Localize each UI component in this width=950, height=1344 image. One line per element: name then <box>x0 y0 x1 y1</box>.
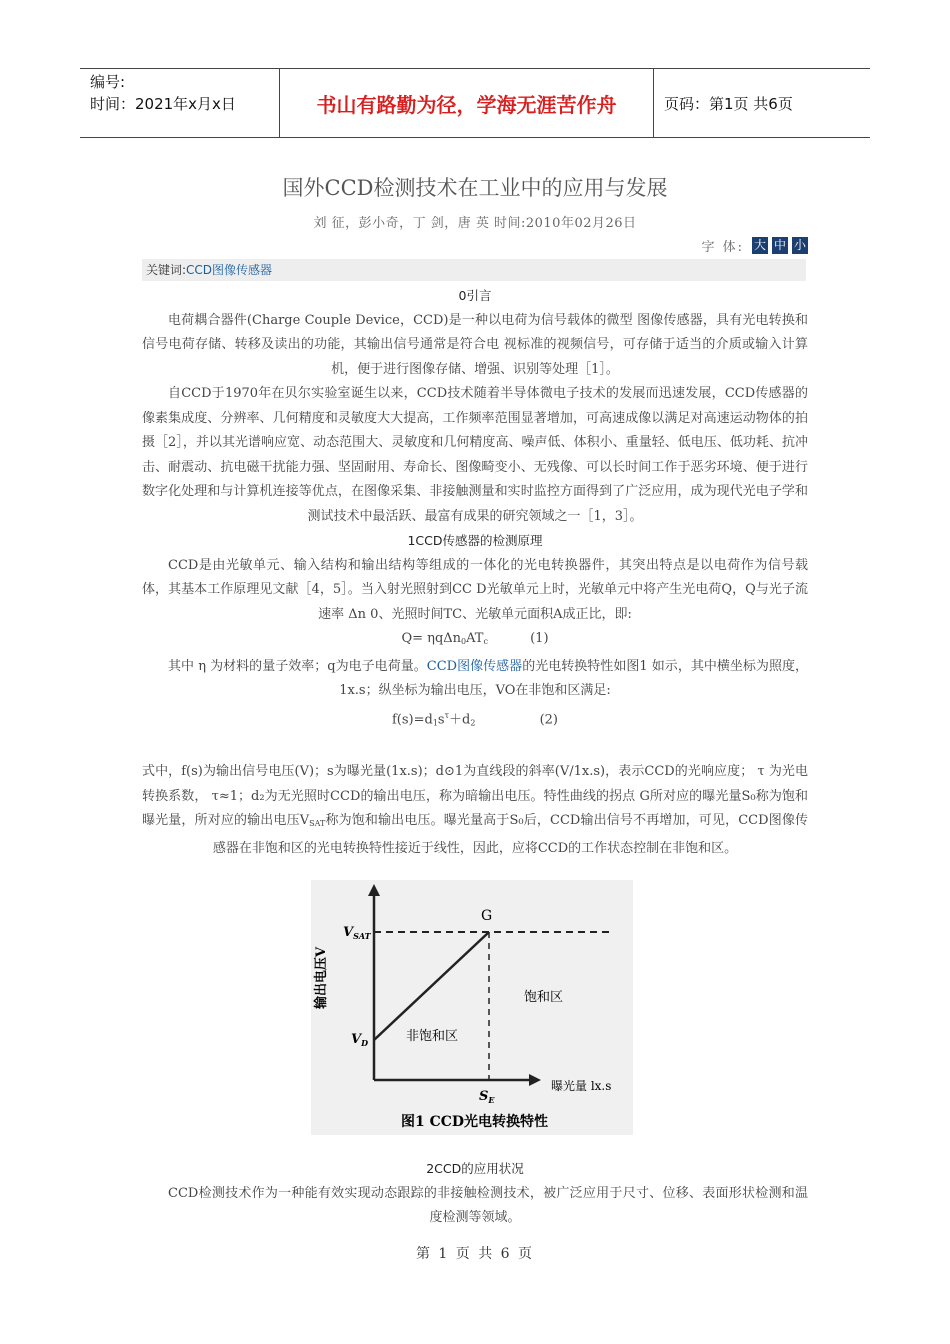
section-2 <box>142 1157 808 1231</box>
keywords-bar <box>142 259 806 281</box>
saturated-region-label: 饱和区 <box>524 990 564 1005</box>
x-axis-arrow <box>529 1074 541 1086</box>
point-g-label: G <box>481 908 493 924</box>
section-0-title: 0引言 <box>458 288 492 303</box>
vsat-label: $V_{SAT}$ <box>343 925 371 941</box>
motto: 书山有路勤为径，学海无涯苦作舟 <box>280 69 654 137</box>
time-label: 时间：2021年x月x日 <box>90 95 236 113</box>
y-axis-label: 输出电压V <box>314 946 329 1010</box>
section-1-para-1: CCD是由光敏单元、输入结构和输出结构等组成的一体化的光电转换器件，其突出特点是以电荷作为信号载体，其基本工作原理见文献［4，5］。当入射光照射到CC D光敏单元上时，光敏单元中将产生光电荷Q，Q与光子流速率 Δn 0、光照时间TC、光敏单元面积A成正比，即: <box>142 557 808 622</box>
equation-2: $f(s)=d_1s^\tau+d_2$ (2) <box>391 710 559 727</box>
figure-1 <box>311 880 633 1135</box>
keywords-label: 关键词: <box>146 263 187 277</box>
y-axis-arrow <box>368 884 380 896</box>
section-0-para-2: 自CCD于1970年在贝尔实验室诞生以来，CCD技术随着半导体微电子技术的发展而迅速发展，CCD传感器的像素集成度、分辨率、几何精度和灵敏度大大提高，工作频率范围显著增加，可高速成像以满足对高速运动物体的拍摄［2］，并以其光谱响应宽、动态范围大、灵敏度和几何精度高、噪声低、体积小、重量轻、低电压、低功耗、抗冲击、耐震动、抗电磁干扰能力强、坚固耐用、寿命长、图像畸变小、无残像、可以长时间工作于恶劣环境、便于进行数字化处理和与计算机连接等优点，在图像采集、非接触测量和实时监控方面得到了广泛应用，成为现代光电子学和测试技术中最活跃、最富有成果的研究领域之一［1，3］。 <box>142 386 808 524</box>
font-size-large-button[interactable]: 大 <box>753 238 766 252</box>
section-2-para-1: CCD检测技术作为一种能有效实现动态跟踪的非接触检测技术，被广泛应用于尺寸、位移、表面形状检测和温度检测等领域。 <box>168 1185 808 1225</box>
number-label: 编号: <box>90 73 126 91</box>
ccd-sensor-link[interactable]: CCD图像传感器 <box>426 658 523 674</box>
keywords-link[interactable]: CCD图像传感器 <box>186 263 273 277</box>
characteristic-curve-chart <box>311 880 633 1135</box>
section-1-para-3-wrap <box>142 760 808 861</box>
section-1-para-3: 式中，f(s)为输出信号电压(V)；s为曝光量(1x.s)；d⊙1为直线段的斜率(V/1x.s)，表示CCD的光响应度； τ 为光电转换系数， τ≈1；d₂为无光照时CCD的输出电压，称为暗输出电压。特性曲线的拐点 G所对应的曝光量S₀称为饱和曝光量，所对应的输出电压$V_{SAT}$称为饱和输出电压。曝光量高于S₀后，CCD输出信号不再增加，可见，CCD图像传感器在非饱和区的光电转换特性接近于线性，因此，应将CCD的工作状态控制在非饱和区。 <box>142 764 808 856</box>
equation-1: $Q= \eta q\Delta n_0AT_c$ (1) <box>401 631 549 646</box>
section-0 <box>142 284 808 735</box>
section-1-para-2: 其中 η 为材料的量子效率；q为电子电荷量。CCD图像传感器的光电转换特性如图1 如示，其中横坐标为照度，1x.s；纵坐标为输出电压，VO在非饱和区满足: <box>168 658 808 698</box>
font-size-medium-button[interactable]: 中 <box>773 238 786 252</box>
font-size-small-button[interactable]: 小 <box>793 238 806 252</box>
page-footer: 第 1 页 共 6 页 <box>415 1246 535 1262</box>
section-1-title: 1CCD传感器的检测原理 <box>407 533 543 548</box>
section-0-para-1: 电荷耦合器件(Charge Couple Device，CCD)是一种以电荷为信号载体的微型 图像传感器，具有光电转换和信号电荷存储、转移及读出的功能，其输出信号通常是符合电 视标准的视频信号，可存储于适当的介质或输入计算机，便于进行图像存储、增强、识别等处理［1］。 <box>142 312 808 377</box>
vd-label: $V_D$ <box>351 1032 369 1048</box>
x-axis-label: 曝光量 lx.s <box>551 1079 612 1093</box>
page-info: 页码：第1页 共6页 <box>664 94 793 113</box>
font-size-label: 字 体: <box>701 240 744 255</box>
header-table <box>80 68 870 138</box>
authors-time: 刘 征，彭小奇，丁 剑，唐 英 时间:2010年02月26日 <box>313 216 637 231</box>
unsaturated-region-label: 非饱和区 <box>406 1029 459 1044</box>
se-label: $S_E$ <box>479 1089 495 1105</box>
article-title: 国外CCD检测技术在工业中的应用与发展 <box>282 176 668 200</box>
figure-caption: 图1 CCD光电转换特性 <box>401 1114 549 1130</box>
header-meta <box>80 69 280 137</box>
font-size-switcher <box>701 236 808 255</box>
section-2-title: 2CCD的应用状况 <box>426 1161 524 1176</box>
linear-segment <box>374 932 489 1040</box>
